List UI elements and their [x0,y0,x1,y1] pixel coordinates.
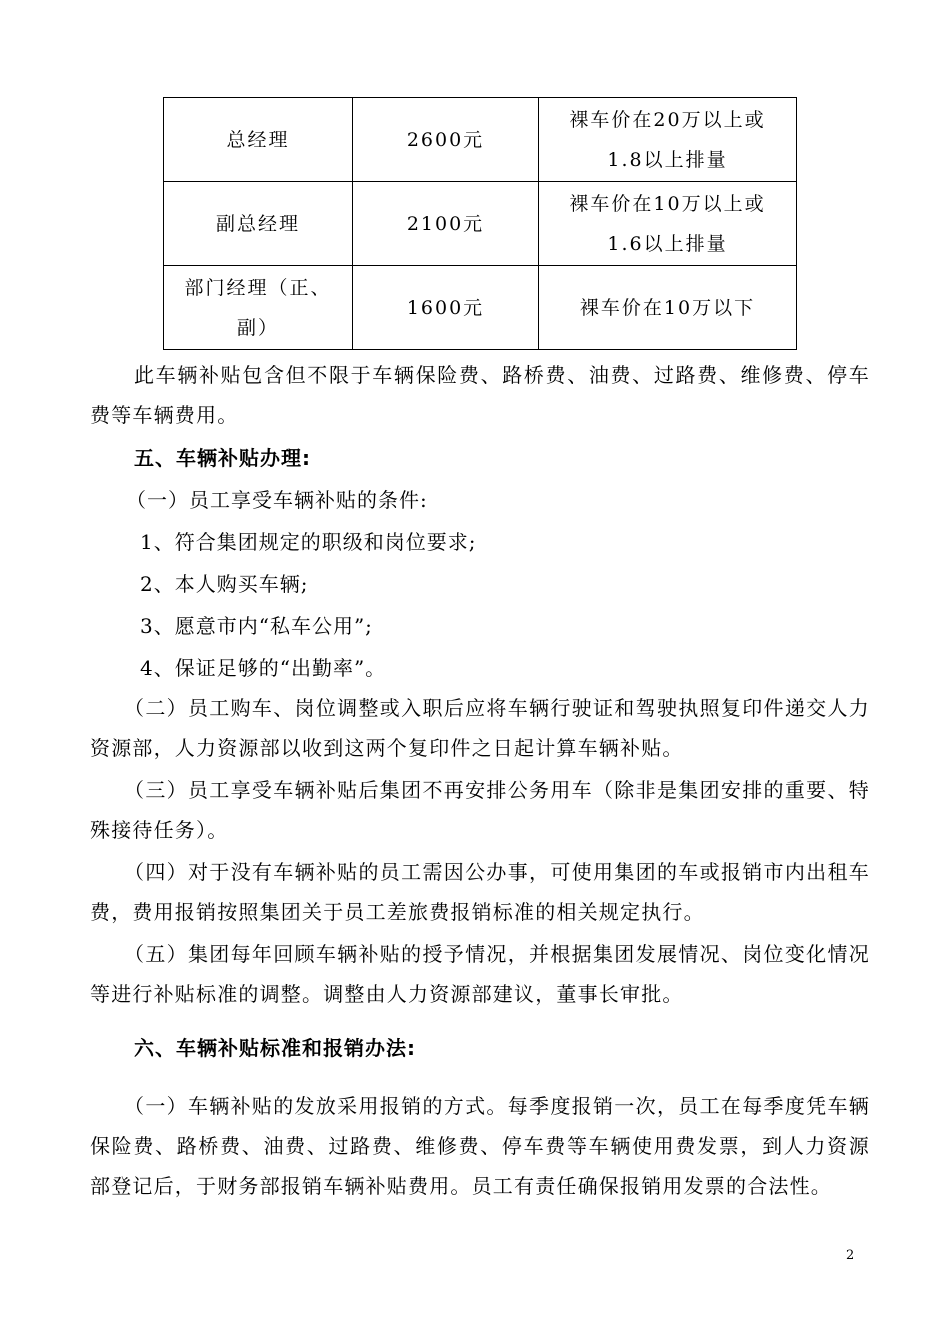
subsidy-note: 此车辆补贴包含但不限于车辆保险费、路桥费、油费、过路费、维修费、停车费等车辆费用。 [90,363,870,427]
amount-cell: 1600元 [353,266,539,350]
position-cell [164,266,353,350]
position-cell: 副总经理 [164,182,353,266]
section6-sub1: （一）车辆补贴的发放采用报销的方式。每季度报销一次，员工在每季度凭车辆保险费、路桥费、油费、过路费、维修费、停车费等车辆使用费发票，到人力资源部登记后，于财务部报销车辆补贴费用。员工有责任确保报销用发票的合法性。 [90,1094,870,1198]
condition-cell: 裸车价在10万以下 [539,266,797,350]
condition-cell [539,98,797,182]
section5-sub5: （五）集团每年回顾车辆补贴的授予情况，并根据集团发展情况、岗位变化情况等进行补贴标准的调整。调整由人力资源部建议，董事长审批。 [90,942,870,1006]
amount-cell: 2600元 [353,98,539,182]
condition-line: 1.8以上排量 [607,148,728,171]
section5-sub2: （二）员工购车、岗位调整或入职后应将车辆行驶证和驾驶执照复印件递交人力资源部，人力资源部以收到这两个复印件之日起计算车辆补贴。 [90,696,870,760]
section5-sub3: （三）员工享受车辆补贴后集团不再安排公务用车（除非是集团安排的重要、特殊接待任务）。 [90,778,870,842]
condition-line: 裸车价在20万以上或 [569,108,766,131]
list-item: 2、本人购买车辆; [140,572,309,596]
section6-heading: 六、车辆补贴标准和报销办法: [134,1036,416,1060]
subsidy-table [163,97,797,350]
condition-line: 裸车价在10万以上或 [569,192,766,215]
list-item: 1、符合集团规定的职级和岗位要求; [140,530,477,554]
list-item: 3、愿意市内“私车公用”; [140,614,373,638]
section5-heading: 五、车辆补贴办理: [134,446,311,470]
condition-cell [539,182,797,266]
position-line: 部门经理（正、 [184,276,332,299]
section5-sub4: （四）对于没有车辆补贴的员工需因公办事，可使用集团的车或报销市内出租车费，费用报销按照集团关于员工差旅费报销标准的相关规定执行。 [90,860,870,924]
position-line: 副） [236,316,279,339]
page-number: 2 [846,1248,855,1263]
table-row [164,266,797,350]
table-row [164,182,797,266]
amount-cell: 2100元 [353,182,539,266]
table-row [164,98,797,182]
section5-sub1: （一）员工享受车辆补贴的条件: [126,488,428,512]
condition-line: 1.6以上排量 [607,232,728,255]
position-cell: 总经理 [164,98,353,182]
list-item: 4、保证足够的“出勤率”。 [140,656,387,680]
